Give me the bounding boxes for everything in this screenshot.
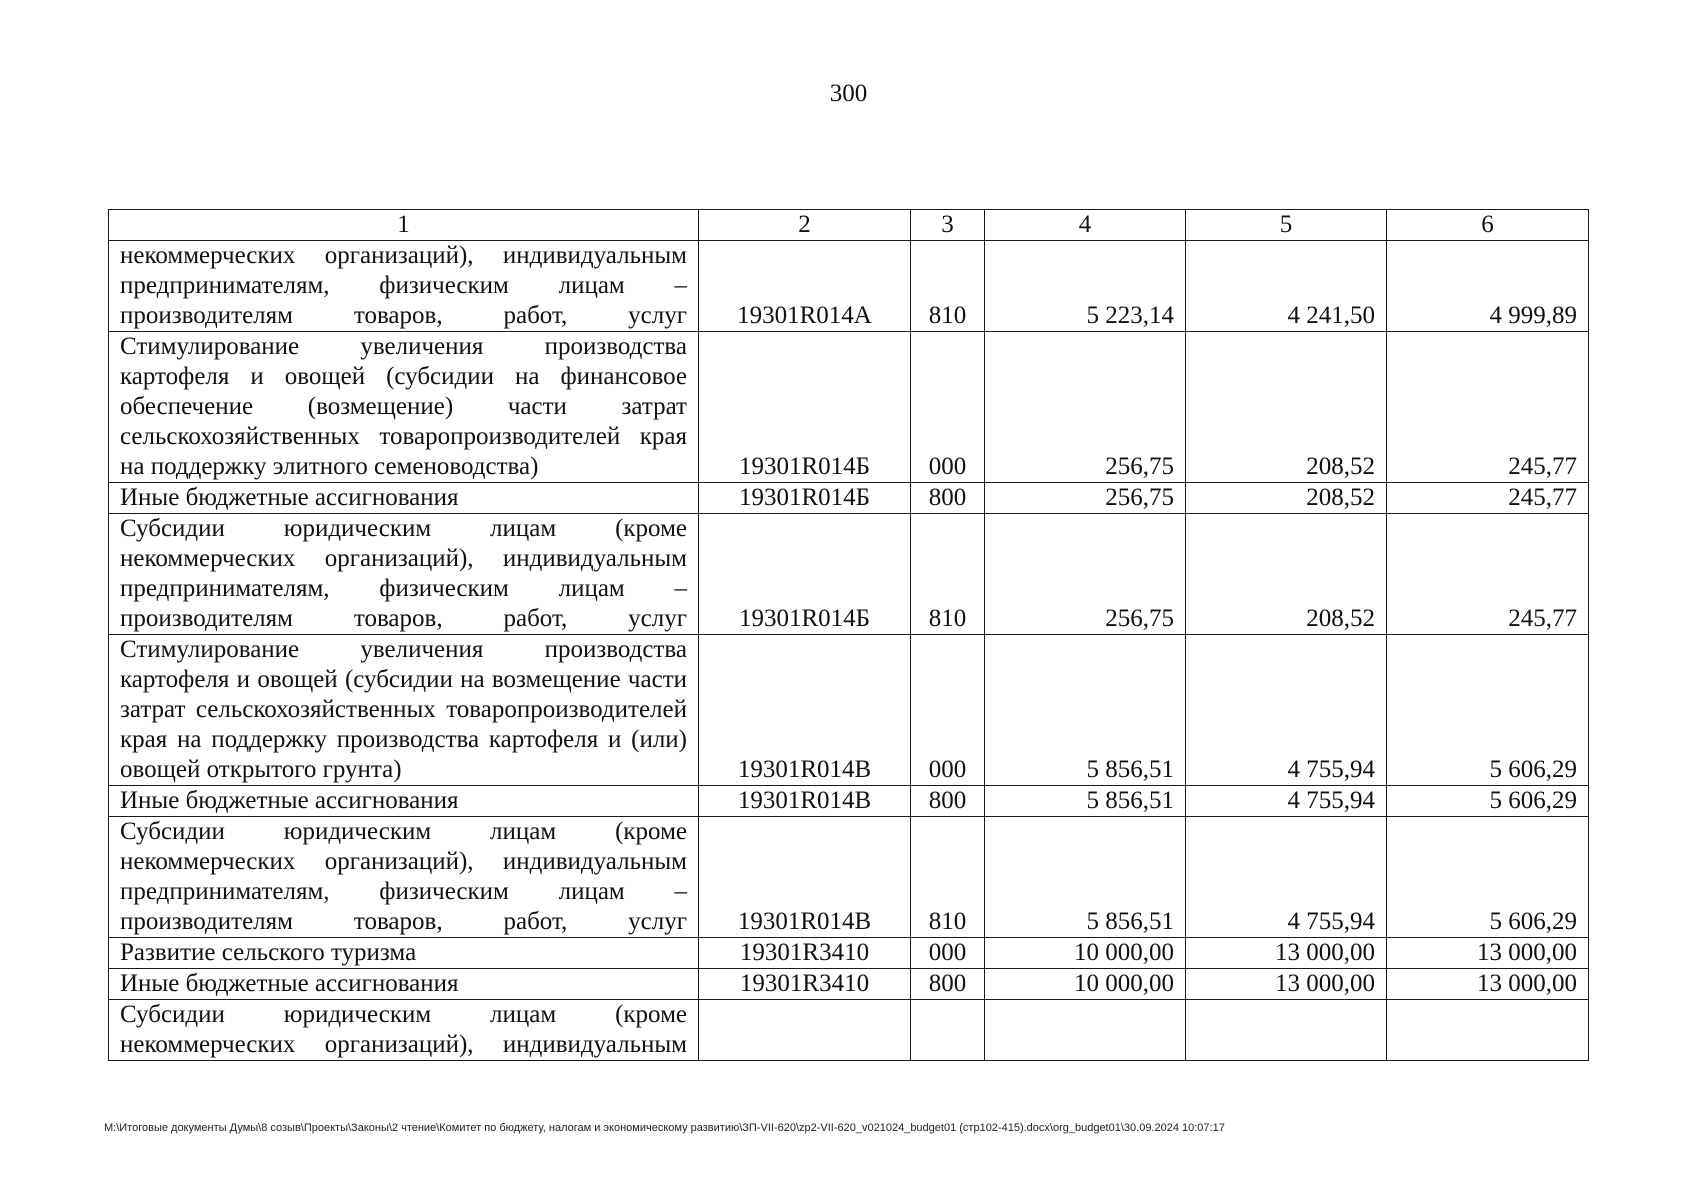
row-value-4: 5 856,51 — [985, 635, 1186, 786]
row-value-5 — [1186, 1000, 1387, 1061]
budget-table — [108, 209, 1589, 1061]
row-value-6: 245,77 — [1387, 483, 1589, 514]
table-row — [109, 938, 1589, 969]
row-value-5: 4 755,94 — [1186, 635, 1387, 786]
header-cell: 3 — [911, 210, 985, 241]
row-value-4: 256,75 — [985, 514, 1186, 635]
row-code — [699, 1000, 911, 1061]
row-value-6: 13 000,00 — [1387, 938, 1589, 969]
header-cell: 5 — [1186, 210, 1387, 241]
row-type: 000 — [911, 635, 985, 786]
page-number: 300 — [829, 80, 868, 107]
row-value-5: 4 755,94 — [1186, 817, 1387, 938]
row-value-4: 5 223,14 — [985, 241, 1186, 332]
row-name: Субсидии юридическим лицам (кроме некоммерческих организаций), индивидуальным — [109, 1000, 699, 1061]
row-type: 000 — [911, 938, 985, 969]
row-value-6: 13 000,00 — [1387, 969, 1589, 1000]
row-type: 800 — [911, 969, 985, 1000]
file-path-footer: M:\Итоговые документы Думы\8 созыв\Проекты\Законы\2 чтение\Комитет по бюджету, налогам и экономическому развитию\ЗП-VII-620\zp2-VII-620_v021024_budget01 (стр102-415).docx\org_budget01\30.09.2024 10:07:17 — [104, 1122, 1225, 1134]
row-type: 810 — [911, 514, 985, 635]
row-code: 19301R3410 — [699, 938, 911, 969]
table-row — [109, 635, 1589, 786]
row-name: некоммерческих организаций), индивидуальным предпринимателям, физическим лицам – производителям товаров, работ, услуг — [109, 241, 699, 332]
row-name: Субсидии юридическим лицам (кроме некоммерческих организаций), индивидуальным предпринимателям, физическим лицам – производителям товаров, работ, услуг — [109, 817, 699, 938]
header-cell: 4 — [985, 210, 1186, 241]
table-row — [109, 786, 1589, 817]
table-row — [109, 1000, 1589, 1061]
header-cell: 2 — [699, 210, 911, 241]
row-value-6: 4 999,89 — [1387, 241, 1589, 332]
row-value-5: 4 755,94 — [1186, 786, 1387, 817]
row-name: Стимулирование увеличения производства картофеля и овощей (субсидии на финансовое обеспечение (возмещение) части затрат сельскохозяйственных товаропроизводителей края на поддержку элитного семеноводства) — [109, 332, 699, 483]
row-value-5: 208,52 — [1186, 483, 1387, 514]
row-value-4: 256,75 — [985, 332, 1186, 483]
row-value-6: 245,77 — [1387, 514, 1589, 635]
row-value-5: 208,52 — [1186, 514, 1387, 635]
row-code: 19301R014A — [699, 241, 911, 332]
row-value-5: 13 000,00 — [1186, 969, 1387, 1000]
header-cell: 6 — [1387, 210, 1589, 241]
row-name: Развитие сельского туризма — [109, 938, 699, 969]
row-code: 19301R014В — [699, 786, 911, 817]
row-value-6: 245,77 — [1387, 332, 1589, 483]
row-name: Иные бюджетные ассигнования — [109, 786, 699, 817]
row-value-5: 13 000,00 — [1186, 938, 1387, 969]
row-name: Стимулирование увеличения производства картофеля и овощей (субсидии на возмещение части затрат сельскохозяйственных товаропроизводителей края на поддержку производства картофеля и (или) овощей открытого грунта) — [109, 635, 699, 786]
row-code: 19301R014Б — [699, 514, 911, 635]
row-type: 800 — [911, 483, 985, 514]
row-value-5: 208,52 — [1186, 332, 1387, 483]
row-type: 000 — [911, 332, 985, 483]
row-code: 19301R3410 — [699, 969, 911, 1000]
row-type: 800 — [911, 786, 985, 817]
row-type — [911, 1000, 985, 1061]
row-name: Субсидии юридическим лицам (кроме некоммерческих организаций), индивидуальным предпринимателям, физическим лицам – производителям товаров, работ, услуг — [109, 514, 699, 635]
row-value-4: 256,75 — [985, 483, 1186, 514]
row-type: 810 — [911, 817, 985, 938]
row-value-4: 10 000,00 — [985, 938, 1186, 969]
row-type: 810 — [911, 241, 985, 332]
row-value-4 — [985, 1000, 1186, 1061]
row-value-4: 5 856,51 — [985, 786, 1186, 817]
row-value-6: 5 606,29 — [1387, 635, 1589, 786]
row-name: Иные бюджетные ассигнования — [109, 483, 699, 514]
table-row — [109, 817, 1589, 938]
row-value-5: 4 241,50 — [1186, 241, 1387, 332]
row-value-4: 10 000,00 — [985, 969, 1186, 1000]
table-row — [109, 514, 1589, 635]
header-cell: 1 — [109, 210, 699, 241]
row-name: Иные бюджетные ассигнования — [109, 969, 699, 1000]
table-row — [109, 241, 1589, 332]
row-value-6 — [1387, 1000, 1589, 1061]
row-value-6: 5 606,29 — [1387, 786, 1589, 817]
row-code: 19301R014В — [699, 635, 911, 786]
table-row — [109, 969, 1589, 1000]
row-code: 19301R014В — [699, 817, 911, 938]
row-value-4: 5 856,51 — [985, 817, 1186, 938]
table-row — [109, 483, 1589, 514]
row-code: 19301R014Б — [699, 332, 911, 483]
table-header-row — [109, 210, 1589, 241]
row-value-6: 5 606,29 — [1387, 817, 1589, 938]
table-row — [109, 332, 1589, 483]
row-code: 19301R014Б — [699, 483, 911, 514]
